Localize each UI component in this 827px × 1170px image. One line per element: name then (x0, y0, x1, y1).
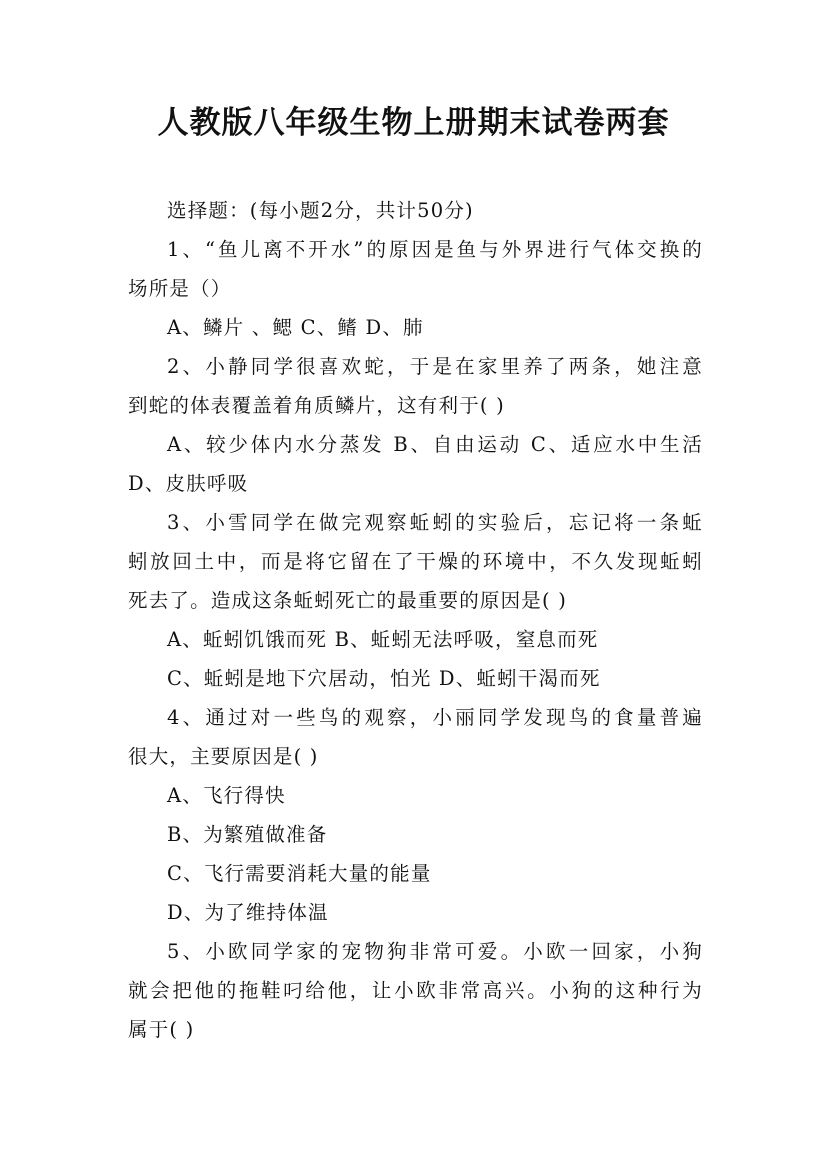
document-title: 人教版八年级生物上册期末试卷两套 (157, 105, 670, 141)
text-line: 5、小欧同学家的宠物狗非常可爱。小欧一回家，小狗 (167, 940, 703, 963)
text-line: A、飞行得快 (167, 784, 286, 807)
text-line: 场所是（） (128, 277, 232, 300)
text-line: 4、通过对一些鸟的观察，小丽同学发现鸟的食量普遍 (167, 706, 703, 729)
text-line: 蚓放回土中，而是将它留在了干燥的环境中，不久发现蚯蚓 (128, 550, 703, 573)
text-line: 2、小静同学很喜欢蛇，于是在家里养了两条，她注意 (167, 355, 703, 378)
text-line: 属于( ) (128, 1018, 195, 1041)
text-line: D、为了维持体温 (167, 901, 329, 924)
text-line: 就会把他的拖鞋叼给他，让小欧非常高兴。小狗的这种行为 (128, 979, 703, 1002)
text-line: C、飞行需要消耗大量的能量 (167, 862, 432, 885)
text-line: 1、“鱼儿离不开水”的原因是鱼与外界进行气体交换的 (167, 238, 703, 261)
text-line: 3、小雪同学在做完观察蚯蚓的实验后，忘记将一条蚯 (167, 511, 703, 534)
text-line: 很大，主要原因是( ) (128, 745, 319, 768)
text-line: A、鳞片 、鳃 C、鳍 D、肺 (167, 316, 424, 339)
text-line: A、蚯蚓饥饿而死 B、蚯蚓无法呼吸，窒息而死 (167, 628, 599, 651)
text-line: 死去了。造成这条蚯蚓死亡的最重要的原因是( ) (128, 589, 568, 612)
text-line: B、为繁殖做准备 (167, 823, 328, 846)
text-line: 到蛇的体表覆盖着角质鳞片，这有利于( ) (128, 394, 505, 417)
text-line: C、蚯蚓是地下穴居动，怕光 D、蚯蚓干渴而死 (167, 667, 601, 690)
text-line: D、皮肤呼吸 (128, 472, 249, 495)
text-line: 选择题：(每小题2分，共计50分) (167, 199, 474, 222)
text-line: A、较少体内水分蒸发 B、自由运动 C、适应水中生活 (167, 433, 703, 456)
document-body (128, 191, 703, 1049)
